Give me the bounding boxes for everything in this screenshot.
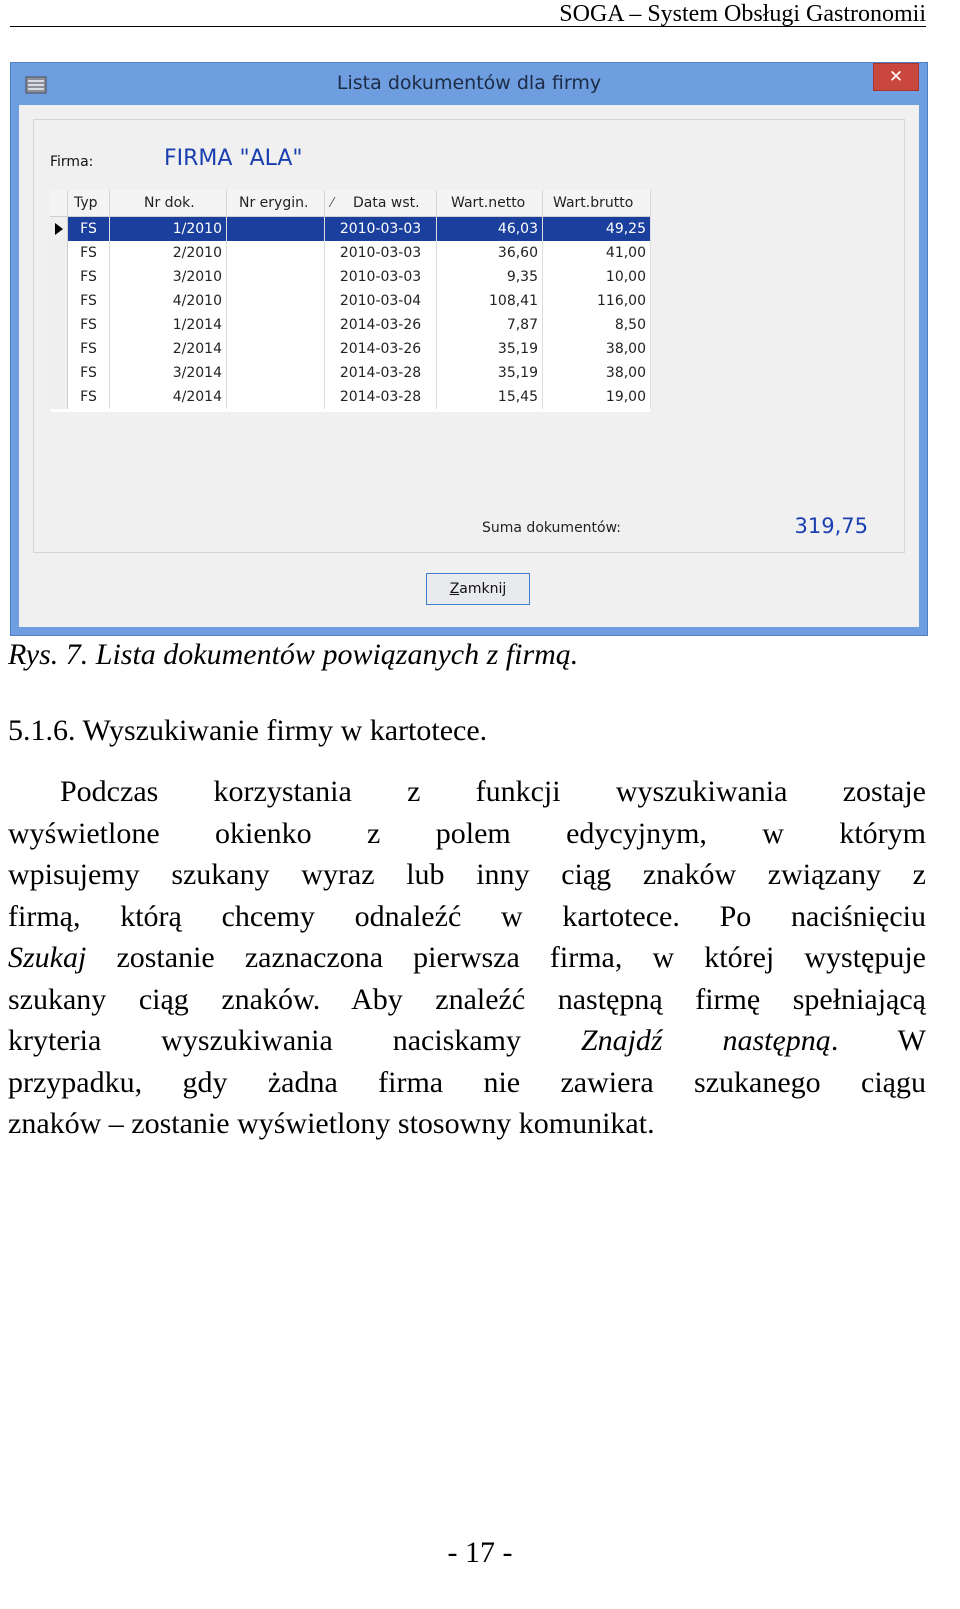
- cell-typ: FS: [68, 289, 110, 313]
- cell-nr-orygin: [227, 337, 325, 361]
- cell-wart-brutto: 41,00: [543, 241, 651, 265]
- paragraph-line: [8, 1020, 926, 1062]
- column-header-data-wst-label: Data wst.: [353, 195, 420, 211]
- row-indicator: [50, 265, 68, 289]
- paragraph-text: . W: [830, 1024, 926, 1057]
- cell-wart-netto: 35,19: [437, 337, 543, 361]
- cell-typ: FS: [68, 265, 110, 289]
- suma-label: Suma dokumentów:: [482, 520, 622, 536]
- cell-wart-netto: 108,41: [437, 289, 543, 313]
- window-close-button[interactable]: [873, 63, 919, 91]
- header-rule: [10, 26, 926, 27]
- column-header-nr-dok[interactable]: Nr dok.: [110, 190, 227, 216]
- section-heading: 5.1.6. Wyszukiwanie firmy w kartotece.: [8, 714, 488, 747]
- paragraph-line: wyświetlone okienko z polem edycyjnym, w którym: [8, 816, 926, 850]
- row-indicator: [50, 289, 68, 313]
- table-row[interactable]: [50, 313, 651, 337]
- sort-icon: ⁄: [331, 196, 334, 211]
- znajdz-nastepna-term: Znajdź następną: [580, 1024, 831, 1057]
- table-row[interactable]: [50, 361, 651, 385]
- cell-data-wst: 2010-03-03: [325, 241, 437, 265]
- table-row[interactable]: [50, 241, 651, 265]
- close-icon: ✕: [888, 67, 904, 87]
- cell-nr-dok: 3/2010: [110, 265, 227, 289]
- cell-wart-netto: 36,60: [437, 241, 543, 265]
- row-indicator: [50, 337, 68, 361]
- cell-wart-brutto: 38,00: [543, 337, 651, 361]
- paragraph-text: kryteria wyszukiwania naciskamy: [8, 1024, 581, 1057]
- grid-header-indicator: [50, 190, 68, 216]
- cell-wart-netto: 9,35: [437, 265, 543, 289]
- row-indicator: [50, 217, 68, 241]
- table-row[interactable]: [50, 289, 651, 313]
- cell-wart-netto: 7,87: [437, 313, 543, 337]
- paragraph-line: szukany ciąg znaków. Aby znaleźć następną firmę spełniającą: [8, 982, 926, 1016]
- cell-nr-orygin: [227, 217, 325, 241]
- zamknij-button[interactable]: [426, 573, 530, 605]
- cell-nr-orygin: [227, 265, 325, 289]
- body-paragraph: [8, 771, 926, 1145]
- grid-header: [50, 190, 651, 217]
- window-title: Lista dokumentów dla firmy: [336, 72, 602, 94]
- cell-nr-dok: 4/2010: [110, 289, 227, 313]
- suma-value: 319,75: [794, 514, 868, 538]
- cell-nr-orygin: [227, 241, 325, 265]
- cell-data-wst: 2014-03-28: [325, 385, 437, 409]
- column-header-typ[interactable]: Typ: [68, 190, 110, 216]
- window-client-area: [19, 105, 919, 627]
- cell-nr-dok: 1/2014: [110, 313, 227, 337]
- cell-typ: FS: [68, 241, 110, 265]
- table-row[interactable]: [50, 217, 651, 241]
- cell-data-wst: 2010-03-03: [325, 217, 437, 241]
- cell-nr-dok: 1/2010: [110, 217, 227, 241]
- cell-data-wst: 2014-03-26: [325, 337, 437, 361]
- paragraph-line: wpisujemy szukany wyraz lub inny ciąg znaków związany z: [8, 858, 926, 891]
- row-indicator: [50, 241, 68, 265]
- cell-wart-netto: 35,19: [437, 361, 543, 385]
- paragraph-line: przypadku, gdy żadna firma nie zawiera szukanego ciągu: [8, 1065, 926, 1099]
- column-header-wart-netto[interactable]: Wart.netto: [437, 190, 543, 216]
- cell-wart-brutto: 8,50: [543, 313, 651, 337]
- paragraph-text: zostanie zaznaczona pierwsza firma, w której występuje: [86, 941, 926, 974]
- cell-data-wst: 2014-03-28: [325, 361, 437, 385]
- cell-wart-brutto: 49,25: [543, 217, 651, 241]
- page-header: SOGA – System Obsługi Gastronomii: [559, 1, 926, 27]
- column-header-wart-brutto[interactable]: Wart.brutto: [543, 190, 651, 216]
- cell-wart-brutto: 10,00: [543, 265, 651, 289]
- column-header-nr-orygin[interactable]: Nr erygin.: [227, 190, 325, 216]
- table-row[interactable]: [50, 265, 651, 289]
- paragraph-line: firmą, którą chcemy odnaleźć w kartotece. Po naciśnięciu: [8, 899, 926, 933]
- cell-nr-orygin: [227, 385, 325, 409]
- cell-nr-dok: 4/2014: [110, 385, 227, 409]
- table-row[interactable]: [50, 385, 651, 409]
- paragraph-line: [8, 937, 926, 979]
- row-indicator: [50, 385, 68, 409]
- zamknij-mnemonic: Z: [449, 581, 460, 597]
- cell-wart-brutto: 116,00: [543, 289, 651, 313]
- cell-data-wst: 2010-03-04: [325, 289, 437, 313]
- document-grid[interactable]: [50, 190, 651, 412]
- cell-wart-netto: 15,45: [437, 385, 543, 409]
- cell-typ: FS: [68, 337, 110, 361]
- cell-wart-brutto: 19,00: [543, 385, 651, 409]
- cell-data-wst: 2010-03-03: [325, 265, 437, 289]
- cell-nr-dok: 3/2014: [110, 361, 227, 385]
- cell-wart-netto: 46,03: [437, 217, 543, 241]
- row-indicator: [50, 361, 68, 385]
- cell-typ: FS: [68, 361, 110, 385]
- table-row[interactable]: [50, 337, 651, 361]
- cell-nr-orygin: [227, 313, 325, 337]
- cell-wart-brutto: 38,00: [543, 361, 651, 385]
- cell-nr-orygin: [227, 289, 325, 313]
- cell-nr-orygin: [227, 361, 325, 385]
- column-header-data-wst[interactable]: [325, 190, 437, 216]
- cell-nr-dok: 2/2010: [110, 241, 227, 265]
- current-row-arrow-icon: [55, 223, 63, 235]
- cell-typ: FS: [68, 313, 110, 337]
- page-number: - 17 -: [447, 1536, 513, 1569]
- document-list-window: [10, 62, 928, 636]
- firma-value: FIRMA "ALA": [164, 146, 303, 171]
- cell-typ: FS: [68, 385, 110, 409]
- szukaj-term: Szukaj: [8, 941, 87, 974]
- row-indicator: [50, 313, 68, 337]
- paragraph-line: znaków – zostanie wyświetlony stosowny komunikat.: [8, 1107, 655, 1140]
- zamknij-label: amknij: [459, 581, 507, 597]
- cell-typ: FS: [68, 217, 110, 241]
- firma-label: Firma:: [50, 154, 94, 170]
- window-titlebar[interactable]: [11, 63, 927, 105]
- document-groupbox: [33, 119, 905, 553]
- paragraph-line: Podczas korzystania z funkcji wyszukiwania zostaje: [60, 775, 926, 808]
- cell-nr-dok: 2/2014: [110, 337, 227, 361]
- figure-caption: Rys. 7. Lista dokumentów powiązanych z firmą.: [8, 638, 579, 671]
- cell-data-wst: 2014-03-26: [325, 313, 437, 337]
